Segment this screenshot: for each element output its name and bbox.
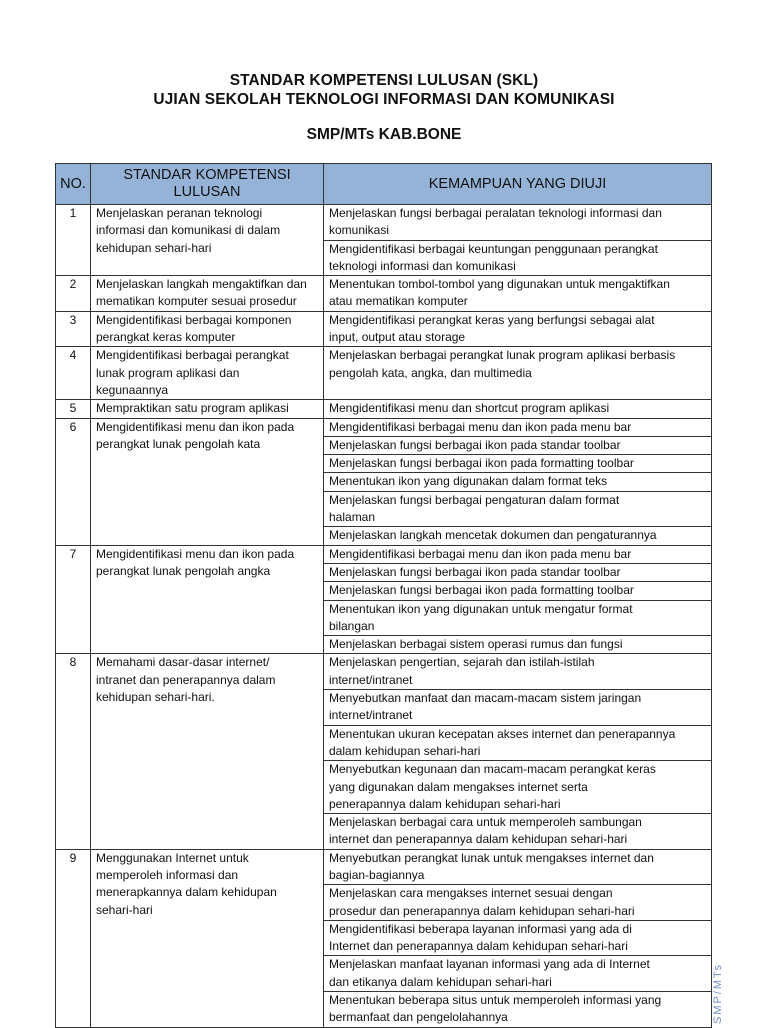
competency-standard: Mengidentifikasi menu dan ikon pada perangkat lunak pengolah kata <box>91 418 324 545</box>
tested-ability: Menentukan ikon yang digunakan untuk mengatur format bilangan <box>324 600 712 636</box>
tested-ability: Mengidentifikasi berbagai menu dan ikon pada menu bar <box>324 418 712 436</box>
competency-standard: Mengidentifikasi berbagai komponen perangkat keras komputer <box>91 311 324 347</box>
table-row <box>56 205 712 241</box>
side-watermark: SMP/MTs <box>712 962 724 1024</box>
tested-ability: Menentukan ukuran kecepatan akses internet dan penerapannya dalam kehidupan sehari-hari <box>324 725 712 761</box>
tested-ability: Mengidentifikasi berbagai keuntungan penggunaan perangkat teknologi informasi dan komunikasi <box>324 240 712 276</box>
tested-ability: Menjelaskan berbagai cara untuk memperoleh sambungan internet dan penerapannya dalam kehidupan sehari-hari <box>324 814 712 850</box>
skl-table <box>55 163 712 1028</box>
competency-standard: Menjelaskan peranan teknologi informasi dan komunikasi di dalam kehidupan sehari-hari <box>91 205 324 276</box>
row-number: 4 <box>56 347 91 400</box>
document-subtitle: SMP/MTs KAB.BONE <box>306 126 462 143</box>
tested-ability: Menyebutkan manfaat dan macam-macam sistem jaringan internet/intranet <box>324 690 712 726</box>
tested-ability: Menjelaskan cara mengakses internet sesuai dengan prosedur dan penerapannya dalam kehidupan sehari-hari <box>324 885 712 921</box>
row-number: 1 <box>56 205 91 276</box>
tested-ability: Menjelaskan fungsi berbagai ikon pada formatting toolbar <box>324 455 712 473</box>
tested-ability: Menjelaskan fungsi berbagai ikon pada formatting toolbar <box>324 582 712 600</box>
table-row <box>56 654 712 690</box>
tested-ability: Menentukan tombol-tombol yang digunakan untuk mengaktifkan atau mematikan komputer <box>324 276 712 312</box>
document-title-line2: UJIAN SEKOLAH TEKNOLOGI INFORMASI DAN KOMUNIKASI <box>153 91 615 108</box>
table-row <box>56 418 712 436</box>
tested-ability: Menjelaskan langkah mencetak dokumen dan pengaturannya <box>324 527 712 545</box>
tested-ability: Menentukan beberapa situs untuk memperoleh informasi yang bermanfaat dan pengelolahannya <box>324 992 712 1028</box>
tested-ability: Mengidentifikasi berbagai menu dan ikon pada menu bar <box>324 545 712 563</box>
tested-ability: Menjelaskan fungsi berbagai peralatan teknologi informasi dan komunikasi <box>324 205 712 241</box>
tested-ability: Menjelaskan pengertian, sejarah dan istilah-istilah internet/intranet <box>324 654 712 690</box>
competency-standard: Menggunakan Internet untuk memperoleh informasi dan menerapkannya dalam kehidupan sehari-hari <box>91 849 324 1027</box>
header-kemampuan: KEMAMPUAN YANG DIUJI <box>324 164 712 205</box>
tested-ability: Menjelaskan fungsi berbagai ikon pada standar toolbar <box>324 563 712 581</box>
tested-ability: Mengidentifikasi perangkat keras yang berfungsi sebagai alat input, output atau storage <box>324 311 712 347</box>
tested-ability: Menjelaskan berbagai sistem operasi rumus dan fungsi <box>324 636 712 654</box>
row-number: 7 <box>56 545 91 654</box>
tested-ability: Menyebutkan perangkat lunak untuk mengakses internet dan bagian-bagiannya <box>324 849 712 885</box>
row-number: 3 <box>56 311 91 347</box>
competency-standard: Mengidentifikasi menu dan ikon pada perangkat lunak pengolah angka <box>91 545 324 654</box>
tested-ability: Menjelaskan manfaat layanan informasi yang ada di Internet dan etikanya dalam kehidupan sehari-hari <box>324 956 712 992</box>
row-number: 8 <box>56 654 91 849</box>
header-no: NO. <box>56 164 91 205</box>
table-row <box>56 347 712 400</box>
tested-ability: Mengidentifikasi beberapa layanan informasi yang ada di Internet dan penerapannya dalam kehidupan sehari-hari <box>324 920 712 956</box>
table-row <box>56 400 712 418</box>
table-header-row <box>56 164 712 205</box>
tested-ability: Menyebutkan kegunaan dan macam-macam perangkat keras yang digunakan dalam mengakses internet serta penerapannya dalam kehidupan sehari-hari <box>324 761 712 814</box>
competency-standard: Mempraktikan satu program aplikasi <box>91 400 324 418</box>
table-row <box>56 276 712 312</box>
document-title: STANDAR KOMPETENSI LULUSAN (SKL) <box>229 72 539 89</box>
competency-standard: Menjelaskan langkah mengaktifkan dan mematikan komputer sesuai prosedur <box>91 276 324 312</box>
competency-standard: Mengidentifikasi berbagai perangkat lunak program aplikasi dan kegunaannya <box>91 347 324 400</box>
tested-ability: Menjelaskan fungsi berbagai pengaturan dalam format halaman <box>324 491 712 527</box>
competency-standard: Memahami dasar-dasar internet/ intranet dan penerapannya dalam kehidupan sehari-hari. <box>91 654 324 849</box>
row-number: 2 <box>56 276 91 312</box>
tested-ability: Menentukan ikon yang digunakan dalam format teks <box>324 473 712 491</box>
row-number: 6 <box>56 418 91 545</box>
header-skl: STANDAR KOMPETENSI LULUSAN <box>91 164 324 205</box>
tested-ability: Menjelaskan fungsi berbagai ikon pada standar toolbar <box>324 436 712 454</box>
row-number: 5 <box>56 400 91 418</box>
tested-ability: Mengidentifikasi menu dan shortcut program aplikasi <box>324 400 712 418</box>
table-row <box>56 311 712 347</box>
row-number: 9 <box>56 849 91 1027</box>
table-row <box>56 545 712 563</box>
table-row <box>56 849 712 885</box>
table-body <box>56 205 712 1028</box>
document-header <box>0 71 768 144</box>
tested-ability: Menjelaskan berbagai perangkat lunak program aplikasi berbasis pengolah kata, angka, dan multimedia <box>324 347 712 400</box>
